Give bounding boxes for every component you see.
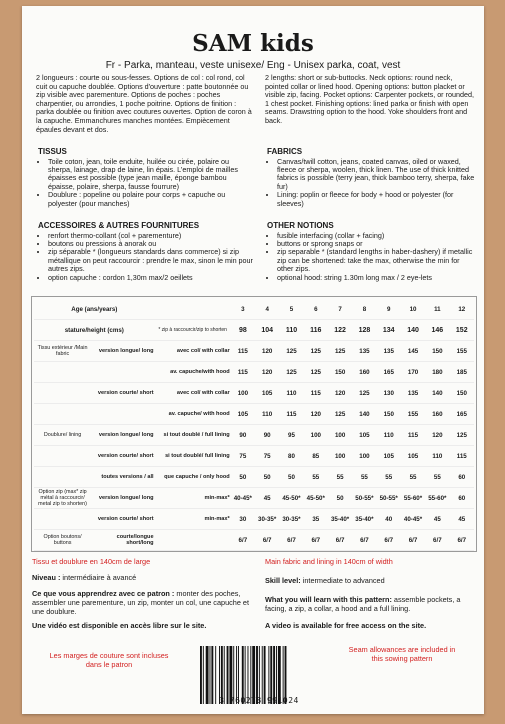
- value-cell: 125: [279, 362, 303, 383]
- age-cell: 6: [304, 299, 328, 320]
- value-cell: 6/7: [401, 530, 425, 551]
- row-version-label: version longue/ long: [91, 488, 154, 509]
- list-item: • buttons or sprong snaps or: [277, 240, 475, 248]
- barcode-number: 3 760278 991024: [219, 696, 299, 705]
- size-table: [34, 299, 474, 551]
- value-cell: 30-35*: [255, 509, 279, 530]
- value-cell: 110: [377, 425, 401, 446]
- row-version-label: version courte/ short: [91, 509, 154, 530]
- fr-level-label: Niveau :: [32, 573, 61, 582]
- value-cell: 50-55*: [377, 488, 401, 509]
- value-cell: 80: [279, 446, 303, 467]
- stature-label: stature/height (cms): [34, 320, 155, 341]
- value-cell: 115: [231, 341, 255, 362]
- age-cell: 9: [377, 299, 401, 320]
- value-cell: 155: [450, 341, 474, 362]
- value-cell: 115: [304, 383, 328, 404]
- value-cell: 120: [255, 341, 279, 362]
- value-cell: 6/7: [279, 530, 303, 551]
- stature-cell: 116: [304, 320, 328, 341]
- row-version-label: version longue/ long: [91, 341, 154, 362]
- value-cell: 125: [328, 341, 352, 362]
- en-learn: [265, 596, 477, 614]
- table-row: [34, 383, 474, 404]
- value-cell: 145: [401, 341, 425, 362]
- tissus-list: [36, 158, 254, 208]
- value-cell: 105: [231, 404, 255, 425]
- fabrics-list: [265, 158, 475, 208]
- value-cell: 125: [352, 383, 376, 404]
- row-option-label: min-max*: [155, 488, 231, 509]
- value-cell: 125: [328, 404, 352, 425]
- value-cell: 75: [231, 446, 255, 467]
- stature-cell: 140: [401, 320, 425, 341]
- value-cell: 165: [450, 404, 474, 425]
- value-cell: 60: [450, 467, 474, 488]
- list-item: • zip separable * (standard lengths in haber-dashery) if metallic zip can be shortened: take the max, otherwise the min for other zips.: [277, 248, 475, 273]
- value-cell: 6/7: [231, 530, 255, 551]
- stature-row: [34, 320, 474, 341]
- table-row: [34, 404, 474, 425]
- row-version-label: version courte/ short: [91, 446, 154, 467]
- value-cell: 55: [304, 467, 328, 488]
- value-cell: 55-60*: [401, 488, 425, 509]
- value-cell: 135: [377, 341, 401, 362]
- stature-cell: 152: [450, 320, 474, 341]
- list-item: • Lining: poplin or fleece for body + hood or polyester (for sleeves): [277, 191, 475, 208]
- value-cell: 150: [425, 341, 449, 362]
- value-cell: 6/7: [450, 530, 474, 551]
- value-cell: 35-40*: [328, 509, 352, 530]
- fabrics-header: FABRICS: [267, 147, 303, 156]
- zip-note: * zip à raccourcir/zip to shorten: [155, 320, 231, 341]
- fr-learn: [32, 590, 254, 616]
- value-cell: 125: [279, 341, 303, 362]
- value-cell: 6/7: [328, 530, 352, 551]
- row-group-label: [34, 467, 91, 488]
- table-row: [34, 425, 474, 446]
- value-cell: 85: [304, 446, 328, 467]
- table-row: [34, 446, 474, 467]
- row-option-label: avec col/ with collar: [155, 341, 231, 362]
- value-cell: 55: [328, 467, 352, 488]
- value-cell: 130: [377, 383, 401, 404]
- value-cell: 135: [352, 341, 376, 362]
- value-cell: 30: [231, 509, 255, 530]
- stature-cell: 110: [279, 320, 303, 341]
- stature-cell: 146: [425, 320, 449, 341]
- table-row: [34, 362, 474, 383]
- stature-cell: 104: [255, 320, 279, 341]
- en-learn-text: assemble pockets, a facing, a zip, a collar, a hood and a full lining.: [265, 595, 461, 613]
- en-level-label: Skill level:: [265, 576, 301, 585]
- en-level-value: intermediate to advanced: [302, 576, 385, 585]
- value-cell: 35-40*: [352, 509, 376, 530]
- row-option-label: [155, 530, 231, 551]
- row-group-label: Option boutons/ buttons: [34, 530, 91, 551]
- row-version-label: version longue/ long: [91, 425, 154, 446]
- value-cell: 45-50*: [304, 488, 328, 509]
- row-group-label: [34, 404, 91, 425]
- row-group-label: [34, 509, 91, 530]
- row-group-label: [34, 383, 91, 404]
- en-level: [265, 577, 475, 586]
- fabrics-section: [265, 148, 475, 208]
- value-cell: 100: [328, 425, 352, 446]
- list-item: • fusible interfacing (collar + facing): [277, 232, 475, 240]
- stature-cell: 98: [231, 320, 255, 341]
- row-version-label: version courte/ short: [91, 383, 154, 404]
- list-item: • zip séparable * (longueurs standards dans commerce) si zip métallique on peut raccourcir : prendre le max, sinon le min pour autres zips.: [48, 248, 254, 273]
- value-cell: 180: [425, 362, 449, 383]
- en-learn-label: What you will learn with this pattern:: [265, 595, 392, 604]
- row-version-label: toutes versions / all: [91, 467, 154, 488]
- value-cell: 45-50*: [279, 488, 303, 509]
- row-group-label: [34, 446, 91, 467]
- value-cell: 60: [450, 488, 474, 509]
- row-option-label: avec col/ with collar: [155, 383, 231, 404]
- value-cell: 55: [377, 467, 401, 488]
- table-row: [34, 488, 474, 509]
- value-cell: 6/7: [255, 530, 279, 551]
- value-cell: 115: [231, 362, 255, 383]
- value-cell: 45: [425, 509, 449, 530]
- row-option-label: min-max*: [155, 509, 231, 530]
- fr-learn-text: monter des poches, assembler une parementure, un zip, monter un col, une capuche et une doublure.: [32, 589, 250, 616]
- value-cell: 75: [255, 446, 279, 467]
- fr-width: Tissu et doublure en 140cm de large: [32, 557, 151, 566]
- list-item: • Doublure : popeline ou polaire pour corps + capuche ou polyester (pour manches): [48, 191, 254, 208]
- value-cell: 160: [425, 404, 449, 425]
- value-cell: 55: [352, 467, 376, 488]
- fournitures-header: ACCESSOIRES & AUTRES FOURNITURES: [38, 221, 200, 230]
- row-option-label: que capuche / only hood: [155, 467, 231, 488]
- notions-list: [265, 232, 475, 282]
- row-version-label: [91, 404, 154, 425]
- value-cell: 150: [377, 404, 401, 425]
- value-cell: 6/7: [425, 530, 449, 551]
- value-cell: 110: [425, 446, 449, 467]
- value-cell: 105: [401, 446, 425, 467]
- fr-intro-text: 2 longueurs : courte ou sous-fesses. Options de col : col rond, col cuit ou capuche doublée. Options d'ouverture : patte boutonnée ou zip visible avec parementure. Options de poches : poches charpentier, ou arrondies, 1 poche poitrine. Options de finition : parka doublée ou finition avec coutures ouvertes. Option de coron à la capuche. Emmanchures manches montées. Empiècement épaules devant et dos.: [36, 73, 252, 134]
- pattern-card: [22, 6, 484, 714]
- fournitures-section: [36, 222, 254, 282]
- list-item: • renfort thermo-collant (col + parementure): [48, 232, 254, 240]
- value-cell: 55: [425, 467, 449, 488]
- age-cell: 7: [328, 299, 352, 320]
- value-cell: 125: [304, 362, 328, 383]
- value-cell: 125: [304, 341, 328, 362]
- tissus-section: [36, 148, 254, 208]
- value-cell: 6/7: [304, 530, 328, 551]
- en-intro: [265, 74, 475, 126]
- value-cell: 100: [231, 383, 255, 404]
- value-cell: 50: [231, 467, 255, 488]
- value-cell: 55: [401, 467, 425, 488]
- value-cell: 105: [255, 383, 279, 404]
- value-cell: 45: [255, 488, 279, 509]
- value-cell: 100: [352, 446, 376, 467]
- fr-level-value: intermédiaire à avancé: [62, 573, 137, 582]
- value-cell: 95: [279, 425, 303, 446]
- value-cell: 185: [450, 362, 474, 383]
- fournitures-list: [36, 232, 254, 282]
- value-cell: 120: [425, 425, 449, 446]
- value-cell: 50: [328, 488, 352, 509]
- value-cell: 135: [401, 383, 425, 404]
- value-cell: 110: [255, 404, 279, 425]
- page-title: SAM kids: [192, 30, 314, 57]
- value-cell: 125: [450, 425, 474, 446]
- row-option-label: si tout doublé / full lining: [155, 425, 231, 446]
- en-video: A video is available for free access on the site.: [265, 621, 427, 630]
- age-cell: 5: [279, 299, 303, 320]
- row-option-label: av. capuche/ with hood: [155, 404, 231, 425]
- value-cell: 155: [401, 404, 425, 425]
- fr-intro: [36, 74, 254, 134]
- stature-cell: 134: [377, 320, 401, 341]
- value-cell: 40-45*: [231, 488, 255, 509]
- page-subtitle: Fr - Parka, manteau, veste unisexe/ Eng - Unisex parka, coat, vest: [105, 60, 401, 71]
- age-label: Age (ans/years): [34, 299, 155, 320]
- value-cell: 110: [279, 383, 303, 404]
- stature-cell: 122: [328, 320, 352, 341]
- table-row: [34, 509, 474, 530]
- value-cell: 115: [450, 446, 474, 467]
- age-cell: 11: [425, 299, 449, 320]
- row-option-label: av. capuche/with hood: [155, 362, 231, 383]
- value-cell: 35: [304, 509, 328, 530]
- value-cell: 160: [352, 362, 376, 383]
- age-cell: 12: [450, 299, 474, 320]
- row-option-label: si tout doublé/ full lining: [155, 446, 231, 467]
- value-cell: 170: [401, 362, 425, 383]
- value-cell: 55-60*: [425, 488, 449, 509]
- list-item: • option capuche : cordon 1,30m max/2 oeillets: [48, 274, 254, 282]
- notions-header: OTHER NOTIONS: [267, 221, 334, 230]
- list-item: • Toile coton, jean, toile enduite, huilée ou cirée, polaire ou sherpa, lainage, drap de laine, lin épais. L'emploi de mailles épaisses est possible (type jean maille, éponge bambou épaisse, polaire, sherpa, fausse fourrure): [48, 158, 254, 192]
- value-cell: 50: [255, 467, 279, 488]
- value-cell: 150: [450, 383, 474, 404]
- en-width: Main fabric and lining in 140cm of width: [265, 557, 393, 566]
- row-group-label: Tissu extérieur /Main fabric: [34, 341, 91, 362]
- value-cell: 140: [425, 383, 449, 404]
- age-cell: 8: [352, 299, 376, 320]
- list-item: • Canvas/twill cotton, jeans, coated canvas, oiled or waxed, fleece or sherpa, woolen, thick linen. The use of thick knitted fabrics is possible (terry jean, thick bamboo terry, sherpa, fake fur): [277, 158, 475, 192]
- fr-level: [32, 574, 252, 583]
- table-row: [34, 341, 474, 362]
- table-row: [34, 467, 474, 488]
- row-version-label: [91, 362, 154, 383]
- age-row: [34, 299, 474, 320]
- value-cell: 40-45*: [401, 509, 425, 530]
- value-cell: 105: [352, 425, 376, 446]
- row-group-label: Option zip (max* zip métal à raccourcir/ metal zip to shorten): [34, 488, 91, 509]
- value-cell: 140: [352, 404, 376, 425]
- row-group-label: Doublure/ lining: [34, 425, 91, 446]
- value-cell: 120: [328, 383, 352, 404]
- value-cell: 120: [304, 404, 328, 425]
- value-cell: 105: [377, 446, 401, 467]
- value-cell: 115: [279, 404, 303, 425]
- value-cell: 115: [401, 425, 425, 446]
- value-cell: 100: [304, 425, 328, 446]
- value-cell: 6/7: [377, 530, 401, 551]
- stature-cell: 128: [352, 320, 376, 341]
- fr-learn-label: Ce que vous apprendrez avec ce patron :: [32, 589, 175, 598]
- age-cell: 4: [255, 299, 279, 320]
- list-item: • boutons ou pressions à anorak ou: [48, 240, 254, 248]
- value-cell: 40: [377, 509, 401, 530]
- fr-video: Une vidéo est disponible en accès libre sur le site.: [32, 621, 207, 630]
- row-group-label: [34, 362, 91, 383]
- notions-section: [265, 222, 475, 282]
- value-cell: 50: [279, 467, 303, 488]
- value-cell: 6/7: [352, 530, 376, 551]
- table-row: [34, 530, 474, 551]
- value-cell: 100: [328, 446, 352, 467]
- value-cell: 45: [450, 509, 474, 530]
- en-intro-text: 2 lengths: short or sub-buttocks. Neck options: round neck, pointed collar or lined hood. Opening options: button placket or visible zip, facing. Pocket options: Carpenter pockets, or rounded, 1 chest pocket. Finishing options: lined parka or finish with open seams. Drawstring option to the hood. Yoke shoulders front and back.: [265, 73, 474, 125]
- value-cell: 165: [377, 362, 401, 383]
- age-cell: 3: [231, 299, 255, 320]
- value-cell: 90: [255, 425, 279, 446]
- value-cell: 30-35*: [279, 509, 303, 530]
- list-item: • optional hood: string 1.30m long max / 2 eye-lets: [277, 274, 475, 282]
- row-version-label: courte/longue short/long: [91, 530, 154, 551]
- en-seam-note: Seam allowances are included in this sowing pattern: [348, 645, 456, 663]
- age-cell: 10: [401, 299, 425, 320]
- value-cell: 150: [328, 362, 352, 383]
- tissus-header: TISSUS: [38, 147, 67, 156]
- fr-seam-note: Les marges de couture sont incluses dans le patron: [49, 651, 169, 669]
- value-cell: 120: [255, 362, 279, 383]
- value-cell: 50-55*: [352, 488, 376, 509]
- value-cell: 90: [231, 425, 255, 446]
